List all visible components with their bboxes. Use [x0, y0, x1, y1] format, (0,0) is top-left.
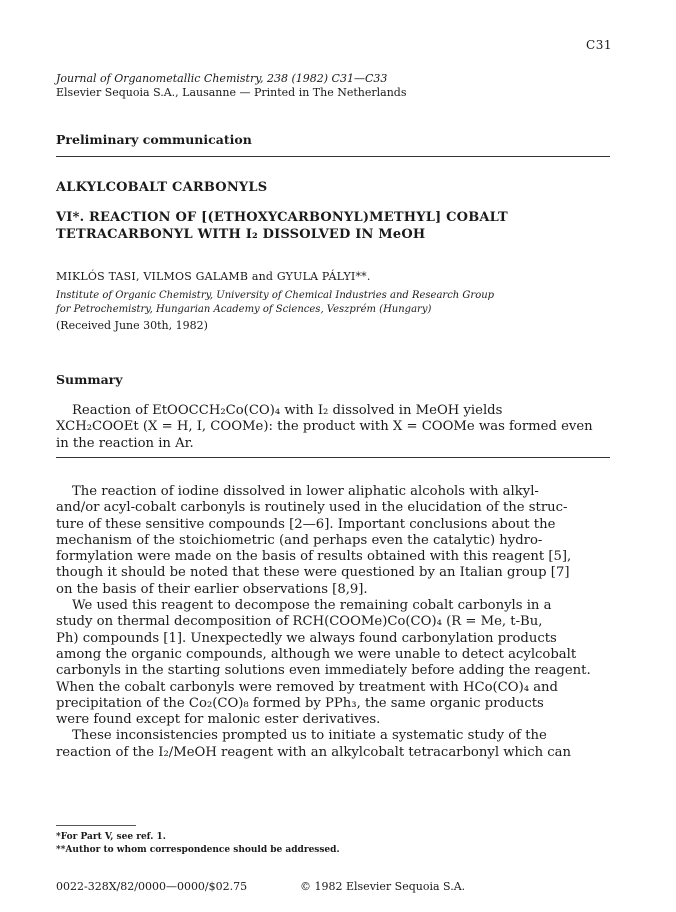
body-line: precipitation of the Co₂(CO)₈ formed by PPh₃, the same organic products [56, 695, 544, 711]
article-code: 0022-328X/82/0000—0000/$02.75 [56, 880, 248, 893]
body-line: The reaction of iodine dissolved in lower aliphatic alcohols with alkyl- [72, 484, 539, 499]
body-line: on the basis of their earlier observations [8,9]. [56, 581, 368, 597]
body-line: and/or acyl-cobalt carbonyls is routinely used in the elucidation of the struc- [56, 500, 568, 516]
body-line: ture of these sensitive compounds [2—6]. Important conclusions about the [56, 516, 556, 532]
journal-citation: Journal of Organometallic Chemistry, 238 (1982) C31—C33 [56, 72, 388, 85]
article-title [56, 209, 508, 243]
body-line: mechanism of the stoichiometric (and perhaps even the catalytic) hydro- [56, 532, 543, 548]
body-line: When the cobalt carbonyls were removed by treatment with HCo(CO)₄ and [56, 679, 558, 695]
summary-heading: Summary [56, 372, 123, 387]
series-title: ALKYLCOBALT CARBONYLS [56, 180, 268, 195]
body-line: study on thermal decomposition of RCH(COOMe)Co(CO)₄ (R = Me, t-Bu, [56, 614, 543, 630]
summary-line: in the reaction in Ar. [56, 435, 194, 451]
body-line: We used this reagent to decompose the remaining cobalt carbonyls in a [72, 598, 552, 614]
summary-line: Reaction of EtOOCCH₂Co(CO)₄ with I₂ dissolved in MeOH yields [72, 403, 503, 418]
section-label: Preliminary communication [56, 132, 252, 147]
body-line: formylation were made on the basis of results obtained with this reagent [5], [56, 549, 572, 565]
footnote-rule [56, 825, 136, 826]
page-number: C31 [586, 38, 612, 52]
body-line: among the organic compounds, although we were unable to detect acylcobalt [56, 646, 577, 662]
summary-rule [56, 457, 610, 458]
body-line: These inconsistencies prompted us to initiate a systematic study of the [72, 728, 547, 744]
footnote-part-v: *For Part V, see ref. 1. [56, 832, 166, 842]
affiliation-line: Institute of Organic Chemistry, University of Chemical Industries and Research Group [56, 290, 495, 301]
article-title-line: VI*. REACTION OF [(ETHOXYCARBONYL)METHYL] COBALT [56, 210, 508, 225]
summary-text [56, 403, 612, 452]
article-title-line: TETRACARBONYL WITH I₂ DISSOLVED IN MeOH [56, 227, 426, 242]
footnote-correspondence: **Author to whom correspondence should be addressed. [56, 845, 340, 855]
body-line: reaction of the I₂/MeOH reagent with an alkylcobalt tetracarbonyl which can [56, 744, 572, 760]
body-text [56, 484, 612, 761]
author-list: MIKLÓS TASI, VILMOS GALAMB and GYULA PÁLYI**. [56, 270, 371, 283]
received-date: (Received June 30th, 1982) [56, 319, 208, 332]
affiliation-line: for Petrochemistry, Hungarian Academy of Sciences, Veszprém (Hungary) [56, 304, 432, 315]
body-line: carbonyls in the starting solutions even immediately before adding the reagent. [56, 663, 591, 679]
affiliation [56, 289, 494, 317]
body-line: were found except for malonic ester derivatives. [56, 712, 381, 728]
copyright-notice: © 1982 Elsevier Sequoia S.A. [300, 880, 466, 893]
header-rule [56, 156, 610, 157]
publisher-line: Elsevier Sequoia S.A., Lausanne — Printed in The Netherlands [56, 86, 407, 99]
summary-line: XCH₂COOEt (X = H, I, COOMe): the product with X = COOMe was formed even [56, 419, 593, 435]
body-line: though it should be noted that these were questioned by an Italian group [7] [56, 565, 570, 581]
body-line: Ph) compounds [1]. Unexpectedly we always found carbonylation products [56, 630, 557, 646]
